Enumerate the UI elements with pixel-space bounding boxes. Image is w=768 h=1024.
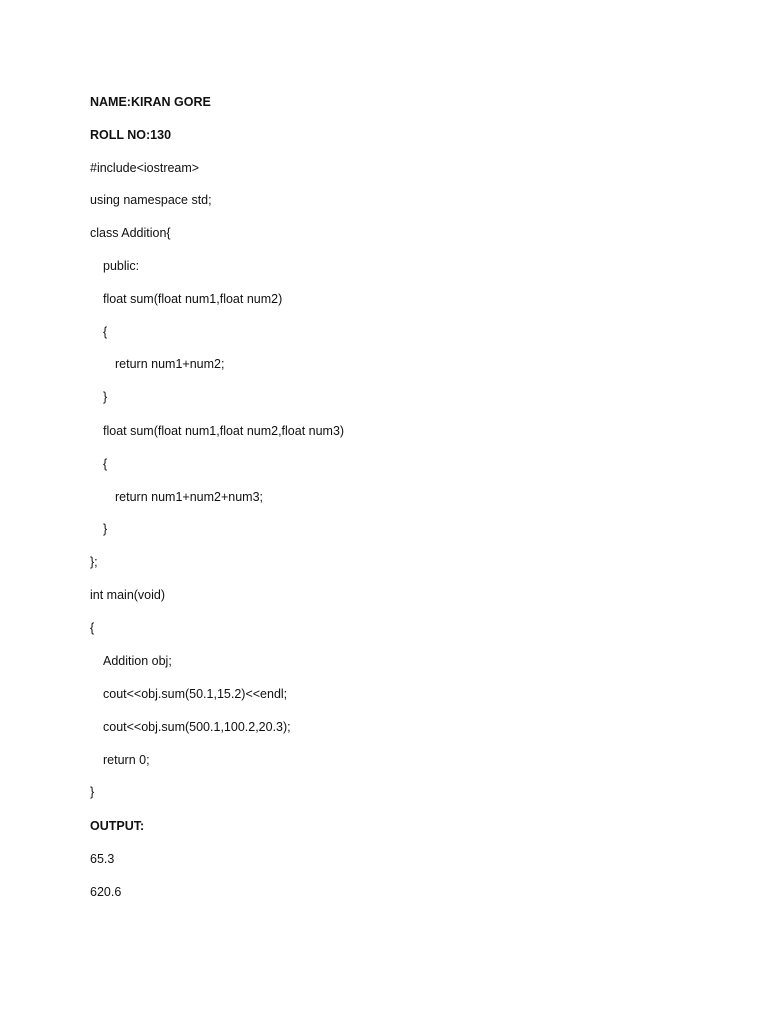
output-heading: OUTPUT: bbox=[90, 819, 145, 833]
roll-number: ROLL NO:130 bbox=[90, 128, 172, 142]
code-line: return num1+num2+num3; bbox=[115, 490, 264, 504]
student-name: NAME:KIRAN GORE bbox=[90, 95, 211, 109]
code-line: #include<iostream> bbox=[90, 161, 200, 175]
code-line: cout<<obj.sum(500.1,100.2,20.3); bbox=[103, 720, 291, 734]
output-line: 620.6 bbox=[90, 885, 122, 899]
code-line: return num1+num2; bbox=[115, 357, 225, 371]
code-line: { bbox=[103, 325, 108, 339]
code-line: }; bbox=[90, 555, 98, 569]
code-line: public: bbox=[103, 259, 140, 273]
code-line: class Addition{ bbox=[90, 226, 171, 240]
code-line: return 0; bbox=[103, 753, 150, 767]
code-line: using namespace std; bbox=[90, 193, 212, 207]
output-line: 65.3 bbox=[90, 852, 115, 866]
code-line: { bbox=[90, 621, 95, 635]
code-line: Addition obj; bbox=[103, 654, 172, 668]
code-line: } bbox=[90, 785, 95, 799]
code-line: float sum(float num1,float num2,float num3) bbox=[103, 424, 345, 438]
code-line: cout<<obj.sum(50.1,15.2)<<endl; bbox=[103, 687, 288, 701]
code-line: float sum(float num1,float num2) bbox=[103, 292, 283, 306]
code-line: int main(void) bbox=[90, 588, 166, 602]
code-line: } bbox=[103, 522, 108, 536]
code-line: } bbox=[103, 390, 108, 404]
code-line: { bbox=[103, 457, 108, 471]
